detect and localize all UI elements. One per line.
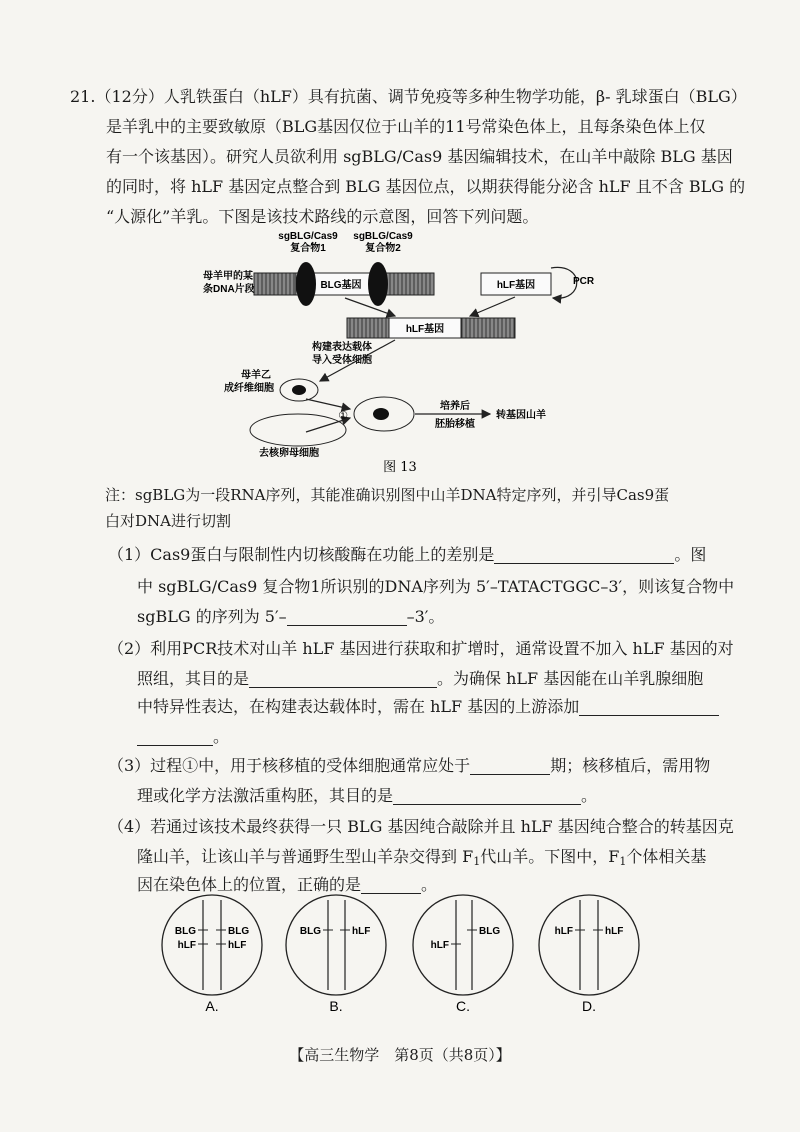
merged-left-segment [347, 318, 389, 338]
opt-d-letter: D. [582, 998, 596, 1014]
opt-b-letter: B. [329, 998, 343, 1014]
subq4-line-e [137, 870, 437, 900]
opt-c-left-bottom: hLF [430, 940, 449, 951]
build-vector-label-a: 构建表达载体 [312, 342, 372, 353]
option-d-diagram [539, 895, 639, 1014]
subq2-line-d [137, 692, 719, 722]
subq3-text-a: （3）过程①中，用于核移植的受体细胞通常应处于 [108, 756, 471, 775]
merged-hlf-label: hLF基因 [405, 324, 445, 335]
opt-b-right-top: hLF [352, 926, 371, 937]
subq2-text-b: 照组，其目的是 [137, 669, 250, 688]
subq1-text-d: sgBLG 的序列为 5′– [137, 607, 287, 626]
fibroblast-nucleus [292, 385, 306, 395]
question-score: （12分） [95, 87, 164, 106]
subq2-text-c: 。为确保 hLF 基因能在山羊乳腺细胞 [437, 669, 704, 688]
intro-line-1: 是羊乳中的主要致敏原（BLG基因仅位于山羊的11号常染色体上，且每条染色体上仅 [106, 117, 706, 136]
subq4-sub-1: 1 [473, 855, 481, 868]
complex2-label-a: sgBLG/Cas9 [353, 231, 413, 242]
note-line-1: 白对DNA进行切割 [105, 512, 231, 530]
pcr-label: PCR [573, 276, 595, 287]
subq1-text-b: 。图 [674, 545, 707, 564]
subq3-blank-1[interactable] [470, 756, 550, 775]
arrow-dna-to-merged [345, 298, 395, 316]
arrow-hlf-to-merged [470, 297, 515, 316]
subq3-blank-2[interactable] [393, 786, 581, 805]
transgenic-goat-label: 转基因山羊 [496, 410, 546, 421]
subq2-line-b [137, 664, 703, 694]
subq4-text-f: 。 [421, 875, 438, 894]
complex1-label-a: sgBLG/Cas9 [278, 231, 338, 242]
reconstructed-nucleus [373, 408, 389, 420]
opt-a-right-bottom: hLF [228, 940, 247, 951]
subq1-blank-2[interactable] [287, 607, 407, 626]
oocyte-label: 去核卵母细胞 [259, 448, 319, 459]
dna-left-segment [254, 273, 296, 295]
subq2-blank-1[interactable] [249, 669, 437, 688]
subq2-line-e [137, 722, 229, 752]
complex1-label-b: 复合物1 [290, 243, 326, 254]
complex1-shape [296, 262, 316, 306]
subq2-blank-2b[interactable] [137, 727, 213, 746]
subq1-blank-1[interactable] [494, 545, 674, 564]
subq2-blank-2a[interactable] [579, 697, 719, 716]
subq4-text-b: 隆山羊，让该山羊与普通野生型山羊杂交得到 F [137, 847, 474, 866]
dna-label-b: 条DNA片段 [203, 284, 255, 295]
subq4-text-c: 代山羊。下图中，F [480, 847, 620, 866]
culture-label-a: 培养后 [440, 401, 470, 412]
subq3-text-c: 理或化学方法激活重构胚，其目的是 [137, 786, 394, 805]
fibroblast-label-a: 母羊乙 [241, 370, 271, 381]
subq2-text-e: 。 [213, 727, 230, 746]
intro-line-3: 的同时，将 hLF 基因定点整合到 BLG 基因位点，以期获得能分泌含 hLF 且不含 BLG 的 [106, 177, 746, 196]
opt-a-left-bottom: hLF [177, 940, 196, 951]
complex2-label-b: 复合物2 [365, 243, 401, 254]
opt-c-right-top: BLG [479, 926, 501, 937]
oocyte-cell [250, 414, 346, 446]
subq3-text-d: 。 [581, 786, 598, 805]
subq3-line-c [137, 781, 597, 811]
dna-label-a: 母羊甲的某 [203, 271, 253, 282]
hlf-gene-label: hLF基因 [496, 280, 536, 291]
opt-d-left-top: hLF [554, 926, 573, 937]
subq1-line-d [137, 602, 444, 632]
culture-label-b: 胚胎移植 [435, 419, 475, 430]
subq2-line-a: （2）利用PCR技术对山羊 hLF 基因进行获取和扩增时，通常设置不加入 hLF 基因的对 [108, 639, 734, 658]
option-a-diagram [162, 895, 262, 1014]
blg-gene-label: BLG基因 [320, 280, 362, 291]
intro-line-2: 有一个该基因）。研究人员欲利用 sgBLG/Cas9 基因编辑技术，在山羊中敲除 BLG 基因 [106, 147, 733, 166]
page-footer: 【高三生物学 第8页（共8页）】 [289, 1046, 511, 1064]
subq4-line-a: （4）若通过该技术最终获得一只 BLG 基因纯合敲除并且 hLF 基因纯合整合的转基因克 [108, 817, 734, 836]
subq1-text-e: –3′。 [406, 607, 445, 626]
step-1-label: ① [338, 409, 348, 422]
note-line-0: 注：sgBLG为一段RNA序列，其能准确识别图中山羊DNA特定序列，并引导Cas9蛋 [105, 486, 670, 504]
option-b-diagram [286, 895, 386, 1014]
opt-c-letter: C. [456, 998, 470, 1014]
subq1-text-a: （1）Cas9蛋白与限制性内切核酸酶在功能上的差别是 [108, 545, 495, 564]
subq2-text-d: 中特异性表达，在构建表达载体时，需在 hLF 基因的上游添加 [137, 697, 580, 716]
subq3-line-a [108, 751, 710, 781]
opt-a-right-top: BLG [228, 926, 250, 937]
merged-right-segment [461, 318, 515, 338]
figure-caption: 图 13 [383, 460, 417, 475]
arrow-fibroblast [306, 399, 350, 409]
opt-b-left-top: BLG [299, 926, 321, 937]
subq4-blank-1[interactable] [361, 875, 421, 894]
opt-a-letter: A. [205, 998, 219, 1014]
subq4-sub-2: 1 [619, 855, 627, 868]
question-number: 21. [70, 87, 96, 106]
subq4-text-e: 因在染色体上的位置，正确的是 [137, 875, 362, 894]
subq4-text-d: 个体相关基 [626, 847, 707, 866]
fibroblast-label-b: 成纤维细胞 [224, 383, 274, 394]
subq1-line-c: 中 sgBLG/Cas9 复合物1所识别的DNA序列为 5′–TATACTGGC–3′，则该复合物中 [137, 577, 735, 596]
dna-right-segment [386, 273, 434, 295]
opt-d-right-top: hLF [605, 926, 624, 937]
subq1-line-a [108, 540, 706, 570]
intro-line-4: “人源化”羊乳。下图是该技术路线的示意图，回答下列问题。 [106, 207, 539, 226]
subq3-text-b: 期；核移植后，需用物 [550, 756, 711, 775]
complex2-shape [368, 262, 388, 306]
option-c-diagram [413, 895, 513, 1014]
build-vector-label-b: 导入受体细胞 [312, 355, 372, 366]
opt-a-left-top: BLG [174, 926, 196, 937]
intro-line-0: 人乳铁蛋白（hLF）具有抗菌、调节免疫等多种生物学功能，β- 乳球蛋白（BLG） [163, 87, 747, 106]
